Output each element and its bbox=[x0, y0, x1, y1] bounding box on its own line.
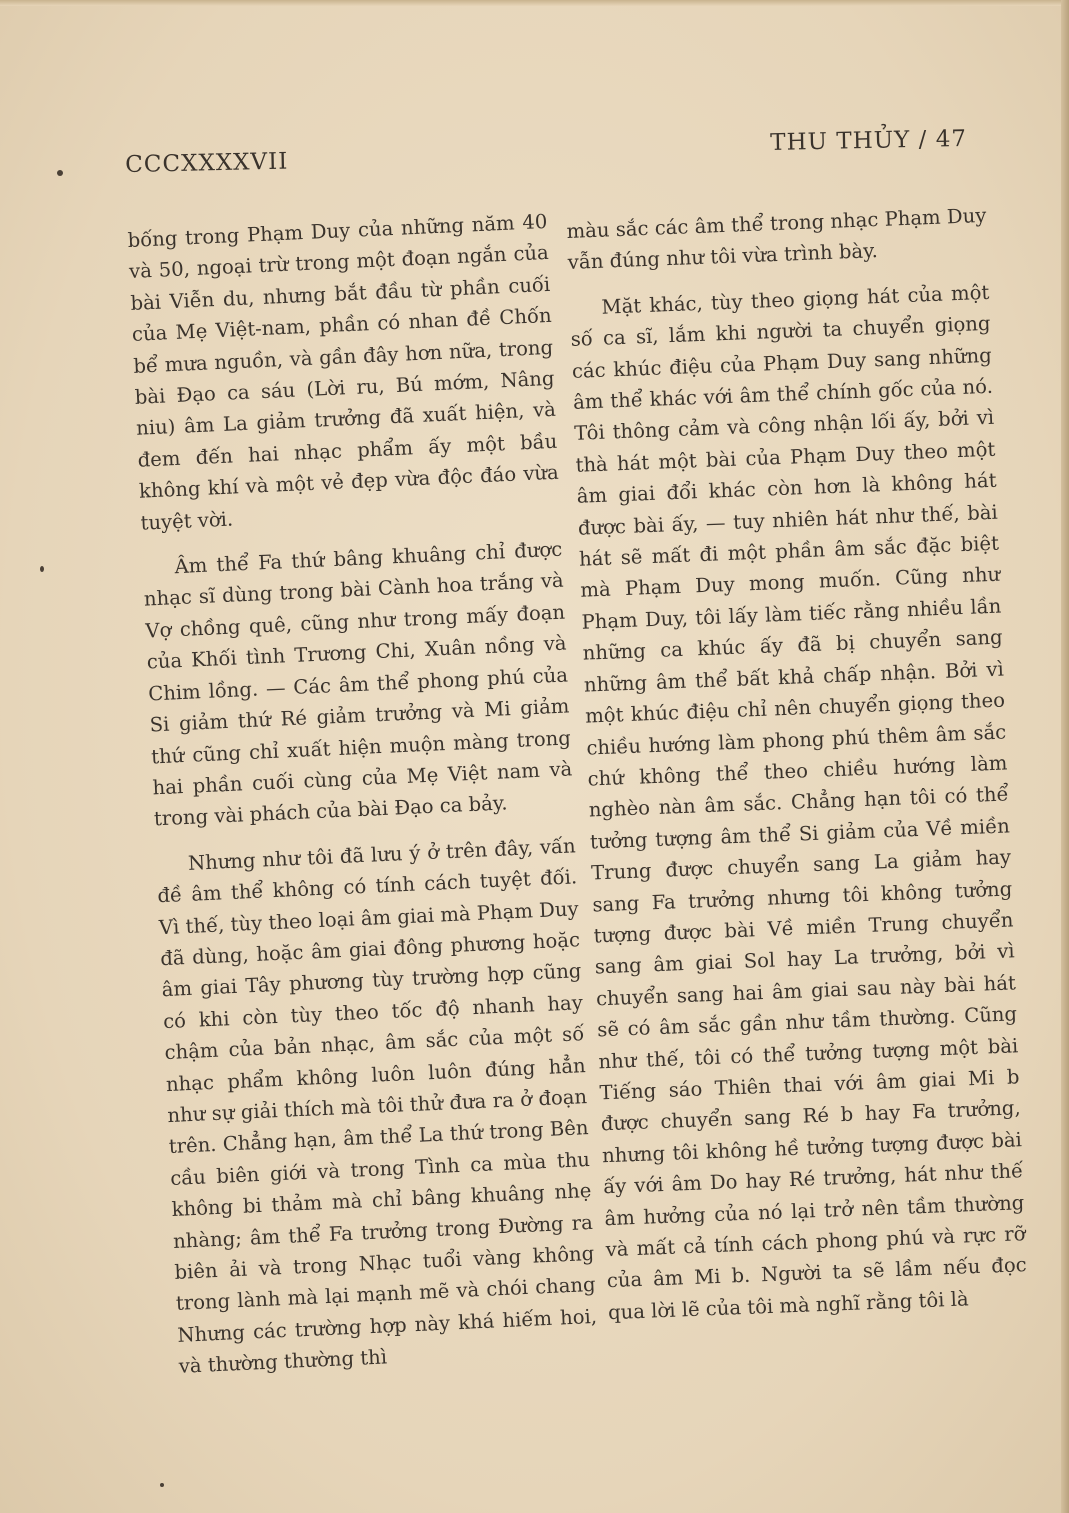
margin-dot bbox=[160, 1483, 164, 1487]
paragraph: bống trong Phạm Duy của những năm 40 và 50, ngoại trừ trong một đoạn ngắn của bài Viễn du, nhưng bắt đầu từ phần cuối của Mẹ Việt-nam, phần có nhan đề Chốn bể mưa nguồn, và gần đây hơn nữa, trong bài Đạo ca sáu (Lời ru, Bú mớm, Nâng niu) âm La giảm trưởng đã xuất hiện, và đem đến hai nhạc phẩm ấy một bầu không khí và một vẻ đẹp vừa độc đáo vừa tuyệt vời. bbox=[127, 209, 560, 535]
running-header-page-number: THU THỦY / 47 bbox=[770, 125, 968, 156]
text-column-left bbox=[127, 206, 599, 1382]
paragraph: màu sắc các âm thể trong nhạc Phạm Duy vẫn đúng như tôi vừa trình bày. bbox=[566, 203, 987, 275]
margin-dot bbox=[57, 170, 63, 176]
margin-dot bbox=[40, 566, 44, 572]
paragraph: Âm thể Fa thứ bâng khuâng chỉ được nhạc sĩ dùng trong bài Cành hoa trắng và Vợ chồng quê, cũng như trong mấy đoạn của Khối tình Trương Chi, Xuân nồng và Chim lồng. — Các âm thể phong phú của Si giảm thứ Ré giảm trưởng và Mi giảm thứ cũng chỉ xuất hiện muộn màng trong hai phần cuối cùng của Mẹ Việt nam và trong vài phách của bài Đạo ca bảy. bbox=[143, 537, 573, 831]
page-top-edge bbox=[0, 0, 1069, 6]
page-right-edge bbox=[1061, 0, 1069, 1513]
running-header-roman-numeral: CCCXXXXVII bbox=[125, 148, 289, 178]
text-column-right bbox=[566, 200, 1028, 1329]
paragraph: Mặt khác, tùy theo giọng hát của một số ca sĩ, lắm khi người ta chuyển giọng các khúc điệu của Phạm Duy sang những âm thể khác với âm thể chính gốc của nó. Tôi thông cảm và công nhận lối ấy, bởi vì thà hát một bài của Phạm Duy theo một âm giai đổi khác còn hơn là không hát được bài ấy, — tuy nhiên hát như thế, bài hát sẽ mất đi một phần âm sắc đặc biệt mà Phạm Duy mong muốn. Cũng như Phạm Duy, tôi lấy làm tiếc rằng nhiều lần những ca khúc ấy đã bị chuyển sang những âm thể bất khả chấp nhận. Bởi vì một khúc điệu chỉ nên chuyển giọng theo chiều hướng làm phong phú thêm âm sắc chứ không thể theo chiều hướng làm nghèo nàn âm sắc. Chẳng hạn tôi có thể tưởng tượng âm thể Si giảm của Về miền Trung được chuyển sang La giảm hay sang Fa trưởng nhưng tôi không tưởng tượng được bài Về miền Trung chuyển sang âm giai Sol hay La trưởng, bởi vì chuyển sang hai âm giai sau này bài hát sẽ có âm sắc gần như tầm thường. Cũng như thế, tôi có thể tưởng tượng một bài Tiếng sáo Thiên thai với âm giai Mi b được chuyển sang Ré b hay Fa trưởng, nhưng tôi không hề tưởng tượng được bài ấy với âm Do hay Ré trưởng, hát như thế âm hưởng của nó lại trở nên tầm thường và mất cả tính cách phong phú và rực rỡ của âm Mi b. Người ta sẽ lầm nếu đọc qua lời lẽ của tôi mà nghĩ rằng tôi là bbox=[570, 280, 1028, 1324]
paragraph: Nhưng như tôi đã lưu ý ở trên đây, vấn đề âm thể không có tính cách tuyệt đối. Vì thế, tùy theo loại âm giai mà Phạm Duy đã dùng, hoặc âm giai đông phương hoặc âm giai Tây phương tùy trường hợp cũng có khi còn tùy theo tốc độ nhanh hay chậm của bản nhạc, âm sắc của một số nhạc phẩm không luôn luôn đúng hẳn như sự giải thích mà tôi thử đưa ra ở đoạn trên. Chẳng hạn, âm thể La thứ trong Bên cầu biên giới và trong Tình ca mùa thu không bi thảm mà chỉ bâng khuâng nhẹ nhàng; âm thể Fa trưởng trong Đường ra biên ải và trong Nhạc tuổi vàng không trong lành mà lại mạnh mẽ và chói chang Nhưng các trường hợp này khá hiếm hoi, và thường thường thì bbox=[156, 834, 598, 1379]
